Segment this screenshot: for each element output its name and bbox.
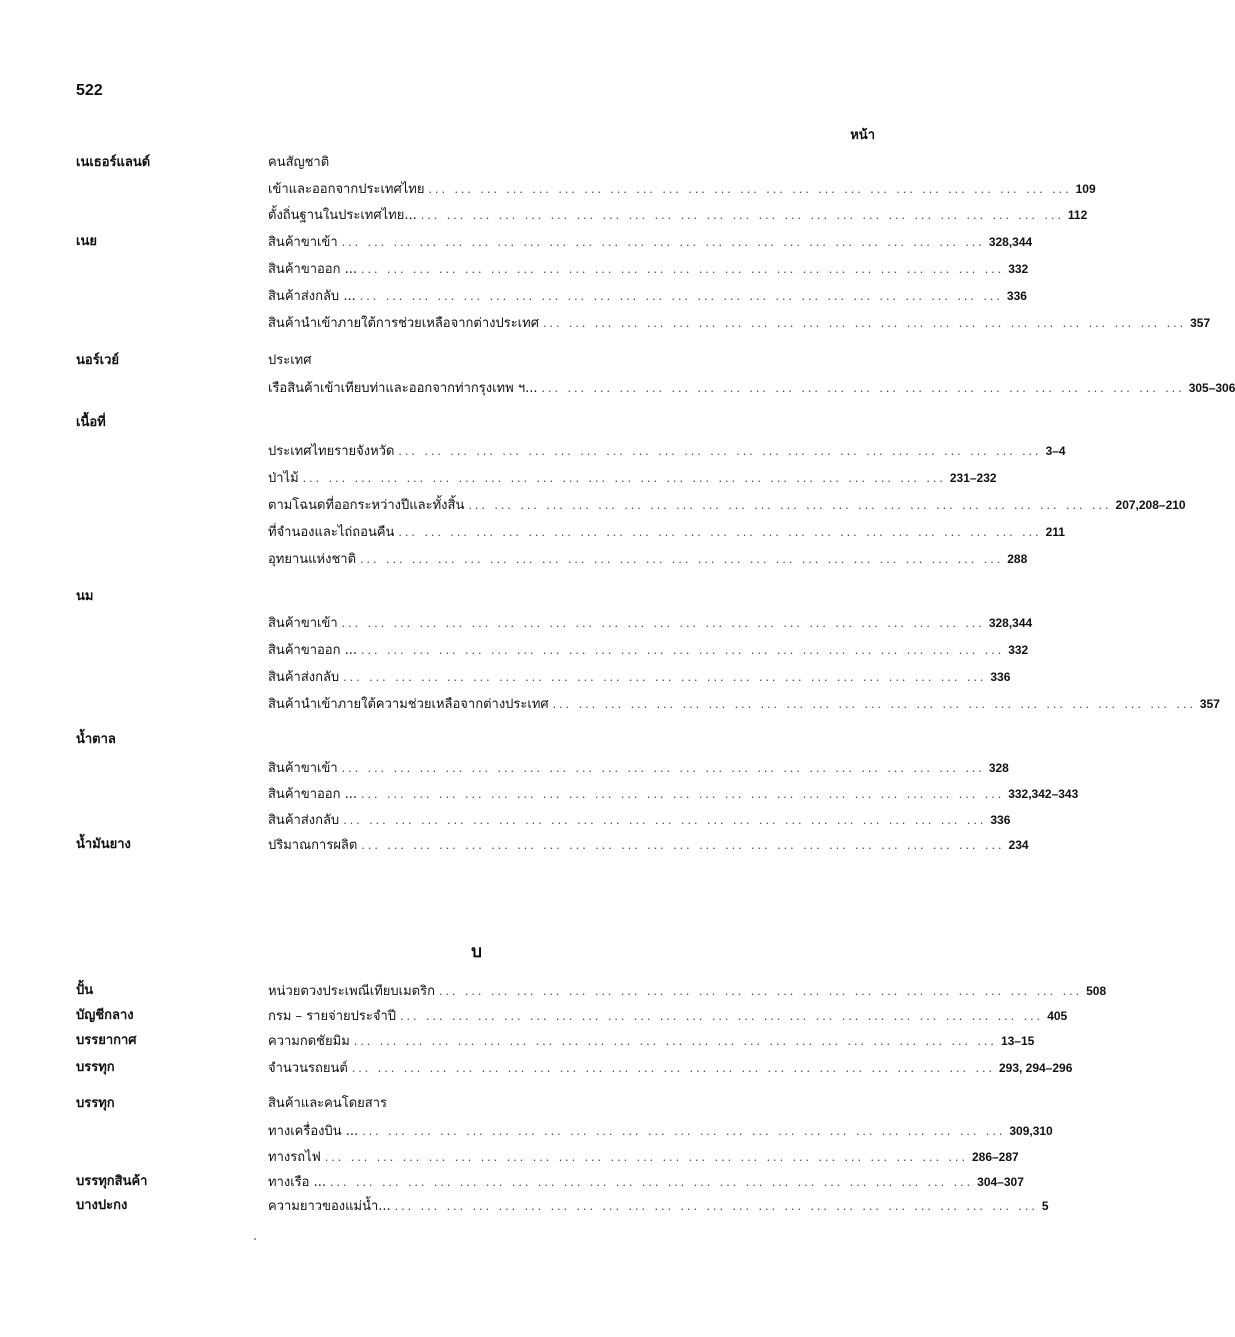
entry-label: ทางเครื่องบิน ... (268, 1124, 359, 1139)
leader-dots: ... ... ... ... ... ... ... ... ... ... ... ... ... ... ... ... ... ... ... ... ... ... ... ... ... (341, 617, 985, 630)
entry-page-ref: 207,208–210 (1115, 498, 1186, 512)
index-term: บรรทุก (76, 1060, 115, 1075)
leader-dots: ... ... ... ... ... ... ... ... ... ... ... ... ... ... ... ... ... ... ... ... ... ... ... ... ... (341, 762, 985, 775)
leader-dots: ... ... ... ... ... ... ... ... ... ... ... ... ... ... ... ... ... ... ... ... ... ... ... ... ... (361, 263, 1005, 276)
leader-dots: ... ... ... ... ... ... ... ... ... ... ... ... ... ... ... ... ... ... ... ... ... ... ... ... ... (324, 1151, 968, 1164)
entry-page-ref: 3–4 (1045, 444, 1066, 458)
entry-label: สินค้านำเข้าภายใต้ความช่วยเหลือจากต่างประเทศ (268, 697, 549, 712)
entry-label: ความยาวของแม่น้ำ... (268, 1199, 391, 1214)
index-term: บางปะกง (76, 1198, 128, 1213)
index-term: บรรทุกสินค้า (76, 1174, 148, 1189)
index-entry (268, 641, 1029, 659)
entry-page-ref: 304–307 (977, 1175, 1024, 1189)
index-entry (268, 614, 1033, 632)
leader-dots: ... ... ... ... ... ... ... ... ... ... ... ... ... ... ... ... ... ... ... ... ... ... ... ... ... (468, 499, 1112, 512)
entry-page-ref: 309,310 (1009, 1124, 1053, 1138)
index-entry (268, 1059, 1073, 1077)
index-entry (268, 668, 1011, 686)
index-entry (268, 695, 1220, 713)
entry-page-ref: 328 (988, 761, 1009, 775)
index-entry (268, 287, 1027, 305)
index-entry (268, 206, 1088, 224)
leader-dots: ... ... ... ... ... ... ... ... ... ... ... ... ... ... ... ... ... ... ... ... ... ... ... ... ... (343, 814, 987, 827)
index-entry (268, 233, 1033, 251)
index-term: นม (76, 589, 94, 604)
entry-label: สินค้าขาออก ... (268, 643, 358, 658)
leader-dots: ... ... ... ... ... ... ... ... ... ... ... ... ... ... ... ... ... ... ... ... ... ... ... ... ... (362, 1125, 1006, 1138)
entry-label: สินค้าขาออก ... (268, 787, 358, 802)
index-entry (268, 1032, 1035, 1050)
entry-page-ref: 357 (1190, 316, 1211, 330)
index-entry (268, 496, 1186, 514)
entry-label: สินค้าขาเข้า (268, 235, 338, 250)
entry-label: สินค้าส่งกลับ (268, 813, 340, 828)
entry-page-ref: 5 (1041, 1199, 1049, 1213)
leader-dots: ... ... ... ... ... ... ... ... ... ... ... ... ... ... ... ... ... ... ... ... ... ... ... ... ... (359, 290, 1003, 303)
index-term: น้ำมันยาง (76, 837, 131, 852)
entry-page-ref: 508 (1086, 984, 1107, 998)
leader-dots: ... ... ... ... ... ... ... ... ... ... ... ... ... ... ... ... ... ... ... ... ... ... ... ... ... (552, 698, 1196, 711)
entry-label: ป่าไม้ (268, 471, 299, 486)
entry-label: จำนวนรถยนต์ (268, 1061, 348, 1076)
index-entry (268, 1173, 1024, 1191)
leader-dots: ... ... ... ... ... ... ... ... ... ... ... ... ... ... ... ... ... ... ... ... ... ... ... ... ... (329, 1176, 974, 1189)
entry-page-ref: 286–287 (971, 1150, 1019, 1164)
entry-page-ref: 288 (1007, 552, 1028, 566)
page-column-header: หน้า (850, 128, 875, 143)
entry-page-ref: 305–306 (1188, 381, 1235, 395)
entry-page-ref: 231–232 (949, 471, 997, 485)
index-term: นอร์เวย์ (76, 353, 120, 368)
section-letter: บ (471, 942, 482, 962)
index-subheading: ประเทศ (268, 353, 312, 368)
index-entry (268, 523, 1065, 541)
entry-label: เข้าและออกจากประเทศไทย (268, 182, 425, 197)
entry-page-ref: 211 (1045, 525, 1065, 539)
index-entry (268, 180, 1096, 198)
entry-label: กรม – รายจ่ายประจำปี (268, 1009, 397, 1024)
entry-label: สินค้านำเข้าภายใต้การช่วยเหลือจากต่างประเทศ (268, 316, 539, 331)
leader-dots: ... ... ... ... ... ... ... ... ... ... ... ... ... ... ... ... ... ... ... ... ... ... ... ... ... (361, 788, 1005, 801)
entry-page-ref: 328,344 (988, 235, 1033, 249)
index-entry (268, 785, 1079, 803)
index-term: ปั้น (76, 983, 94, 998)
index-entry (268, 1148, 1019, 1166)
entry-label: สินค้าขาเข้า (268, 616, 338, 631)
index-subheading: คนสัญชาติ (268, 155, 330, 170)
entry-label: ทางรถไฟ (268, 1150, 321, 1165)
leader-dots: ... ... ... ... ... ... ... ... ... ... ... ... ... ... ... ... ... ... ... ... ... ... ... ... ... (398, 526, 1042, 539)
index-term: เนย (76, 234, 97, 249)
entry-page-ref: 405 (1047, 1009, 1068, 1023)
entry-label: ตั้งถิ่นฐานในประเทศไทย... (268, 208, 417, 223)
entry-label: ทางเรือ ... (268, 1175, 326, 1190)
leader-dots: ... ... ... ... ... ... ... ... ... ... ... ... ... ... ... ... ... ... ... ... ... ... ... ... ... (438, 985, 1083, 998)
index-term: เนื้อที่ (76, 415, 106, 430)
entry-page-ref: 332,342–343 (1008, 787, 1079, 801)
leader-dots: ... ... ... ... ... ... ... ... ... ... ... ... ... ... ... ... ... ... ... ... ... ... ... ... ... (541, 382, 1185, 395)
leader-dots: ... ... ... ... ... ... ... ... ... ... ... ... ... ... ... ... ... ... ... ... ... ... ... ... ... (341, 236, 985, 249)
leader-dots: ... ... ... ... ... ... ... ... ... ... ... ... ... ... ... ... ... ... ... ... ... ... ... ... ... (542, 317, 1187, 330)
entry-page-ref: 234 (1008, 838, 1029, 852)
leader-dots: ... ... ... ... ... ... ... ... ... ... ... ... ... ... ... ... ... ... ... ... ... ... ... ... ... (420, 209, 1064, 222)
leader-dots: ... ... ... ... ... ... ... ... ... ... ... ... ... ... ... ... ... ... ... ... ... ... ... ... ... (400, 1010, 1044, 1023)
entry-page-ref: 332 (1008, 262, 1029, 276)
index-entry (268, 469, 997, 487)
index-entry (268, 442, 1066, 460)
leader-dots: ... ... ... ... ... ... ... ... ... ... ... ... ... ... ... ... ... ... ... ... ... ... ... ... ... (428, 183, 1072, 196)
entry-label: สินค้าส่งกลับ ... (268, 289, 356, 304)
index-entry (268, 1197, 1049, 1215)
entry-label: ปริมาณการผลิต (268, 838, 358, 853)
index-entry (268, 379, 1235, 397)
leader-dots: ... ... ... ... ... ... ... ... ... ... ... ... ... ... ... ... ... ... ... ... ... ... ... ... ... (343, 671, 987, 684)
index-term: บรรยากาศ (76, 1033, 137, 1048)
index-entry (268, 811, 1011, 829)
entry-page-ref: 332 (1008, 643, 1029, 657)
entry-label: ความกดชัยมิม (268, 1034, 350, 1049)
entry-label: ประเทศไทยรายจังหวัด (268, 444, 395, 459)
leader-dots: ... ... ... ... ... ... ... ... ... ... ... ... ... ... ... ... ... ... ... ... ... ... ... ... ... (351, 1062, 995, 1075)
index-term: เนเธอร์แลนด์ (76, 155, 151, 170)
index-entry (268, 1122, 1053, 1140)
entry-label: ตามโฉนดที่ออกระหว่างปีและทั้งสิ้น (268, 498, 465, 513)
index-term: บรรทุก (76, 1096, 115, 1111)
entry-label: สินค้าขาออก ... (268, 262, 358, 277)
index-term: บัญชีกลาง (76, 1008, 134, 1023)
entry-label: สินค้าส่งกลับ (268, 670, 340, 685)
entry-page-ref: 328,344 (988, 616, 1033, 630)
leader-dots: ... ... ... ... ... ... ... ... ... ... ... ... ... ... ... ... ... ... ... ... ... ... ... ... ... (353, 1035, 997, 1048)
index-entry (268, 314, 1211, 332)
leader-dots: ... ... ... ... ... ... ... ... ... ... ... ... ... ... ... ... ... ... ... ... ... ... ... ... ... (398, 445, 1042, 458)
entry-page-ref: 336 (990, 813, 1011, 827)
entry-page-ref: 109 (1075, 182, 1096, 196)
entry-label: เรือสินค้าเข้าเทียบท่าและออกจากท่ากรุงเทพ ฯ... (268, 381, 538, 396)
entry-label: ที่จำนองและไถ่ถอนคืน (268, 525, 395, 540)
index-entry (268, 759, 1009, 777)
index-entry (268, 982, 1107, 1000)
index-entry (268, 550, 1028, 568)
page-number: 522 (76, 82, 103, 99)
entry-page-ref: 336 (1006, 289, 1027, 303)
entry-page-ref: 13–15 (1000, 1034, 1035, 1048)
index-entry (268, 1007, 1068, 1025)
leader-dots: ... ... ... ... ... ... ... ... ... ... ... ... ... ... ... ... ... ... ... ... ... ... ... ... ... (360, 553, 1004, 566)
entry-page-ref: 293, 294–296 (998, 1061, 1073, 1075)
entry-label: หน่วยตวงประเพณีเทียบเมตริก (268, 984, 435, 999)
entry-page-ref: 336 (990, 670, 1011, 684)
index-entry (268, 260, 1029, 278)
index-term: น้ำตาล (76, 732, 116, 747)
index-subheading: สินค้าและคนโดยสาร (268, 1096, 387, 1111)
entry-label: อุทยานแห่งชาติ (268, 552, 357, 567)
entry-label: สินค้าขาเข้า (268, 761, 338, 776)
leader-dots: ... ... ... ... ... ... ... ... ... ... ... ... ... ... ... ... ... ... ... ... ... ... ... ... ... (394, 1200, 1038, 1213)
index-entry (268, 836, 1029, 854)
paper-speck (254, 1238, 256, 1240)
entry-page-ref: 112 (1067, 208, 1088, 222)
leader-dots: ... ... ... ... ... ... ... ... ... ... ... ... ... ... ... ... ... ... ... ... ... ... ... ... ... (361, 644, 1005, 657)
leader-dots: ... ... ... ... ... ... ... ... ... ... ... ... ... ... ... ... ... ... ... ... ... ... ... ... ... (361, 839, 1005, 852)
leader-dots: ... ... ... ... ... ... ... ... ... ... ... ... ... ... ... ... ... ... ... ... ... ... ... ... ... (302, 472, 946, 485)
entry-page-ref: 357 (1199, 697, 1220, 711)
